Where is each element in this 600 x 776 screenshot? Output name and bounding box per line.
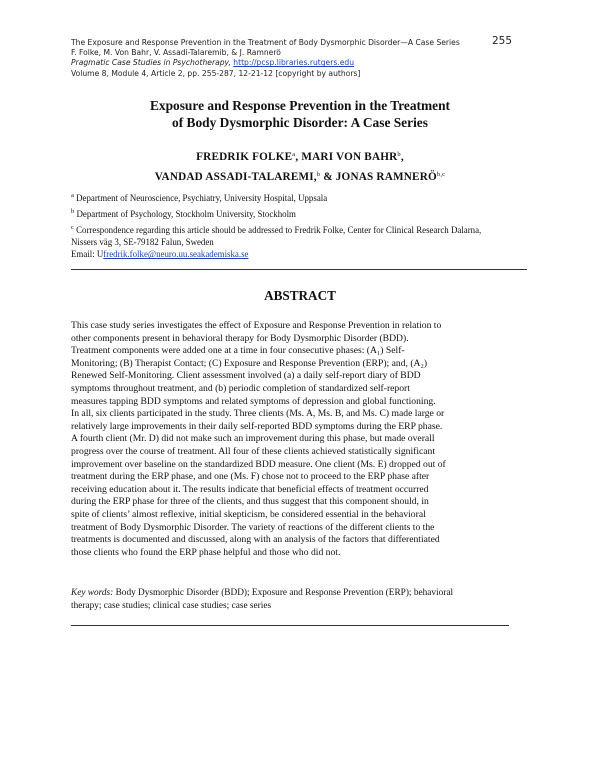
- abstract-line: symptoms throughout treatment, and (b) periodic completion of standardized self-report: [71, 382, 410, 394]
- running-header: [71, 38, 531, 79]
- author-line-1: FREDRIK FOLKE$^a$, MARI VON BAHR$^b$,: [196, 151, 404, 163]
- affiliation-mark: a: [71, 192, 74, 199]
- journal-name: Pragmatic Case Studies in Psychotherapy,: [71, 58, 231, 68]
- abstract-line: Renewed Self-Monitoring. Client assessment involved (a) a daily self-report diary of BDD: [71, 370, 421, 382]
- author-affiliation-mark: b,c: [436, 171, 446, 178]
- affiliation-mark: c: [71, 224, 74, 231]
- abstract-line: This case study series investigates the effect of Exposure and Response Prevention in relation to: [71, 320, 442, 331]
- running-header-authors: F. Folke, M. Von Bahr, V. Assadi-Talaremib, & J. Ramnerö: [71, 48, 281, 58]
- article-title-line-1: Exposure and Response Prevention in the Treatment: [149, 98, 451, 113]
- correspondence-email: [71, 248, 531, 260]
- abstract-body: [71, 320, 531, 559]
- author-name: VANDAD ASSADI-TALAREMI,: [154, 171, 317, 183]
- running-header-volume: Volume 8, Module 4, Article 2, pp. 255-287, 12-21-12 [copyright by authors]: [71, 68, 361, 78]
- abstract-line: those clients who found the ERP phase helpful and those who did not.: [71, 546, 341, 558]
- abstract-heading: ABSTRACT: [264, 288, 336, 303]
- abstract-line: Treatment components were added one at a time in four consecutive phases: (A₁) Self-: [71, 345, 405, 357]
- abstract-line: improvement over baseline on the standardized BDD measure. One client (Ms. E) dropped out of: [71, 458, 446, 470]
- author-affiliation-mark: a: [292, 151, 296, 158]
- affiliation-mark: b: [71, 208, 75, 215]
- abstract-line: A fourth client (Mr. D) did not make such an improvement during this phase, but made overall: [71, 433, 435, 445]
- running-header-title: The Exposure and Response Prevention in the Treatment of Body Dysmorphic Disorder—A Case Series: [71, 38, 460, 47]
- affiliation-text: Department of Psychology, Stockholm University, Stockholm: [74, 209, 296, 219]
- abstract-line: treatment during the ERP phase, and one (Ms. F) chose not to proceed to the ERP phase after: [71, 471, 430, 483]
- author-line-2: [60, 166, 540, 186]
- affiliation-a: [71, 190, 531, 204]
- abstract-line: other components present in behavioral therapy for Body Dysmorphic Disorder (BDD).: [71, 332, 409, 344]
- keywords-label: Key words:: [71, 588, 114, 598]
- header-divider: [71, 269, 527, 270]
- article-title-line-2: of Body Dysmorphic Disorder: A Case Series: [172, 115, 428, 130]
- author-affiliation-mark: b: [397, 151, 401, 158]
- correspondence-text: Correspondence regarding this article should be addressed to Fredrik Folke, Center for Clinical Research Dalarna,: [73, 225, 482, 235]
- keywords-line-1: [71, 587, 531, 600]
- abstract-line: spite of clients’ almost reflexive, initial skepticism, be considered essential in the behavioral: [71, 508, 426, 520]
- correspondence-address: Nissers väg 3, SE-79182 Falun, Sweden: [71, 237, 214, 248]
- affiliation-b: [71, 206, 531, 220]
- email-label: Email: U: [71, 249, 104, 260]
- author-list: [60, 146, 540, 186]
- abstract-line: In all, six clients participated in the study. Three clients (Ms. A, Ms. B, and Ms. C) made large or: [71, 408, 445, 420]
- article-title: [60, 97, 540, 131]
- keywords-text: Body Dysmorphic Disorder (BDD); Exposure and Response Prevention (ERP); behavioral: [113, 588, 454, 598]
- correspondence-line-1: [71, 222, 531, 236]
- abstract-line: progress over the course of treatment. All four of these clients achieved statistically significant: [71, 445, 436, 457]
- author-name: FREDRIK FOLKE: [196, 151, 293, 163]
- abstract-line: during the ERP phase for three of the clients, and thus suggest that this component should, in: [71, 496, 429, 508]
- keywords-line-2: therapy; case studies; clinical case studies; case series: [71, 600, 272, 611]
- author-affiliation-mark: b: [316, 171, 321, 178]
- abstract-line: receiving education about it. The results indicate that beneficial effects of treatment occurred: [71, 483, 429, 495]
- keywords: [71, 587, 531, 612]
- author-name: , MARI VON BAHR: [295, 151, 398, 163]
- abstract-line: Monitoring; (B) Therapist Contact; (C) Exposure and Response Prevention (ERP); and, (A₂): [71, 357, 428, 369]
- correspondence-note: [71, 222, 531, 261]
- journal-url-link[interactable]: http://pcsp.libraries.rutgers.edu: [233, 58, 355, 68]
- abstract-end-divider: [71, 625, 509, 626]
- running-header-journal-line: [71, 58, 531, 68]
- affiliation-text: Department of Neuroscience, Psychiatry, University Hospital, Uppsala: [73, 193, 328, 203]
- abstract-line: relatively large improvements in their daily self-reported BDD symptoms during the ERP phase.: [71, 420, 443, 432]
- abstract-line: treatments is documented and discussed, along with an analysis of the factors that differentiated: [71, 534, 440, 546]
- page-number: 255: [492, 35, 513, 47]
- abstract-line: treatment of Body Dysmorphic Disorder. The variety of reactions of the different clients to the: [71, 521, 435, 533]
- author-name: & JONAS RAMNERÖ: [320, 171, 437, 183]
- abstract-line: measures tapping BDD symptoms and related symptoms of depression and global functioning.: [71, 395, 436, 407]
- email-link[interactable]: fredrik.folke@neuro.uu.seakademiska.se: [103, 249, 249, 260]
